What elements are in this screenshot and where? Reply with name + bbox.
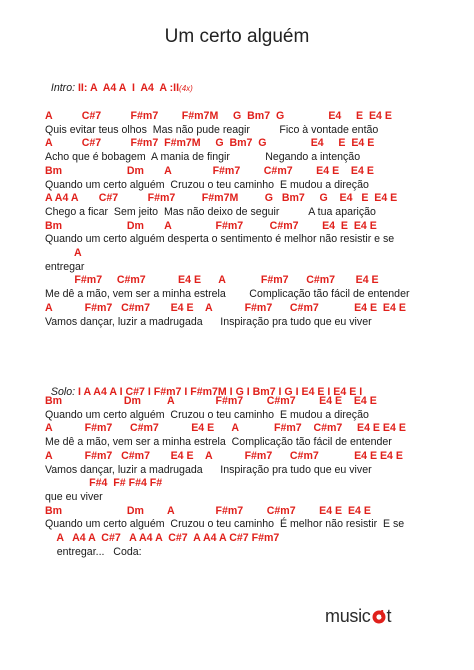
- solo-line: [45, 376, 362, 397]
- solo-label: Solo:: [50, 385, 76, 398]
- lyric-line: Quando um certo alguém Cruzou o teu caminho E mudou a direção: [45, 408, 369, 421]
- lyric-line: Me dê a mão, vem ser a minha estrela Complicação tão fácil de entender: [45, 436, 392, 449]
- intro-line: [45, 72, 193, 93]
- lyric-line: entregar: [45, 260, 85, 273]
- intro-repeat: (4x): [179, 83, 193, 93]
- chord-line: Bm Dm A F#m7 C#m7 E4 E E4 E: [45, 164, 374, 177]
- lyric-line: Quando um certo alguém Cruzou o teu caminho É melhor não resistir E se: [45, 518, 405, 531]
- musicdot-logo: [325, 604, 391, 628]
- lyric-line: entregar... Coda:: [45, 545, 142, 558]
- chord-line: A F#m7 C#m7 E4 E A F#m7 C#m7 E4 E E4 E: [45, 449, 403, 462]
- chord-line: Bm Dm A F#m7 C#m7 E4 E E4 E: [45, 504, 371, 517]
- song-title: Um certo alguém: [164, 26, 310, 47]
- logo-text-before: music: [325, 605, 371, 626]
- chord-line: A: [45, 247, 82, 259]
- chord-line: A A4 A C#7 F#m7 F#m7M G Bm7 G E4 E E4 E: [45, 192, 398, 205]
- lyric-line: Acho que é bobagem A mania de fingir Negando a intenção: [45, 151, 361, 164]
- intro-chords: II: A A4 A I A4 A :II: [75, 81, 180, 94]
- lyric-line: Quando um certo alguém Cruzou o teu caminho E mudou a direção: [45, 178, 369, 191]
- lyric-line: Quis evitar teus olhos Mas não pude reagir Fico à vontade então: [45, 123, 379, 136]
- chord-line: A A4 A C#7 A A4 A C#7 A A4 A C#7 F#m7: [45, 532, 280, 544]
- chord-line: Bm Dm A F#m7 C#m7 E4 E E4 E: [45, 395, 377, 407]
- logo-dot-icon: [372, 610, 386, 624]
- lyric-line: Vamos dançar, luzir a madrugada Inspiração pra tudo que eu viver: [45, 463, 372, 476]
- intro-label: Intro:: [50, 81, 76, 94]
- lyric-line: que eu viver: [45, 490, 103, 503]
- chord-line: A F#m7 C#m7 E4 E A F#m7 C#m7 E4 E E4 E: [45, 301, 406, 314]
- chord-line: F#4 F# F#4 F#: [45, 477, 163, 490]
- lyric-line: Vamos dançar, luzir a madrugada Inspiração pra tudo que eu viver: [45, 315, 372, 328]
- lyric-line: Me dê a mão, vem ser a minha estrela Complicação tão fácil de entender: [45, 288, 410, 301]
- logo-text-after: t: [386, 605, 392, 626]
- solo-chords: I A A4 A I C#7 I F#m7 I F#m7M I G I Bm7 I G I E4 E I E4 E I: [75, 385, 363, 398]
- chord-line: A C#7 F#m7 F#m7M G Bm7 G E4 E E4 E: [45, 110, 392, 122]
- chord-line: A F#m7 C#m7 E4 E A F#m7 C#m7 E4 E E4 E: [45, 422, 406, 435]
- chord-line: Bm Dm A F#m7 C#m7 E4 E E4 E: [45, 219, 377, 232]
- lyric-line: Quando um certo alguém desperta o sentimento é melhor não resistir e se: [45, 233, 395, 246]
- lyric-line: Chego a ficar Sem jeito Mas não deixo de seguir A tua aparição: [45, 205, 376, 218]
- chord-line: A C#7 F#m7 F#m7M G Bm7 G E4 E E4 E: [45, 137, 375, 150]
- chord-line: F#m7 C#m7 E4 E A F#m7 C#m7 E4 E: [45, 274, 379, 287]
